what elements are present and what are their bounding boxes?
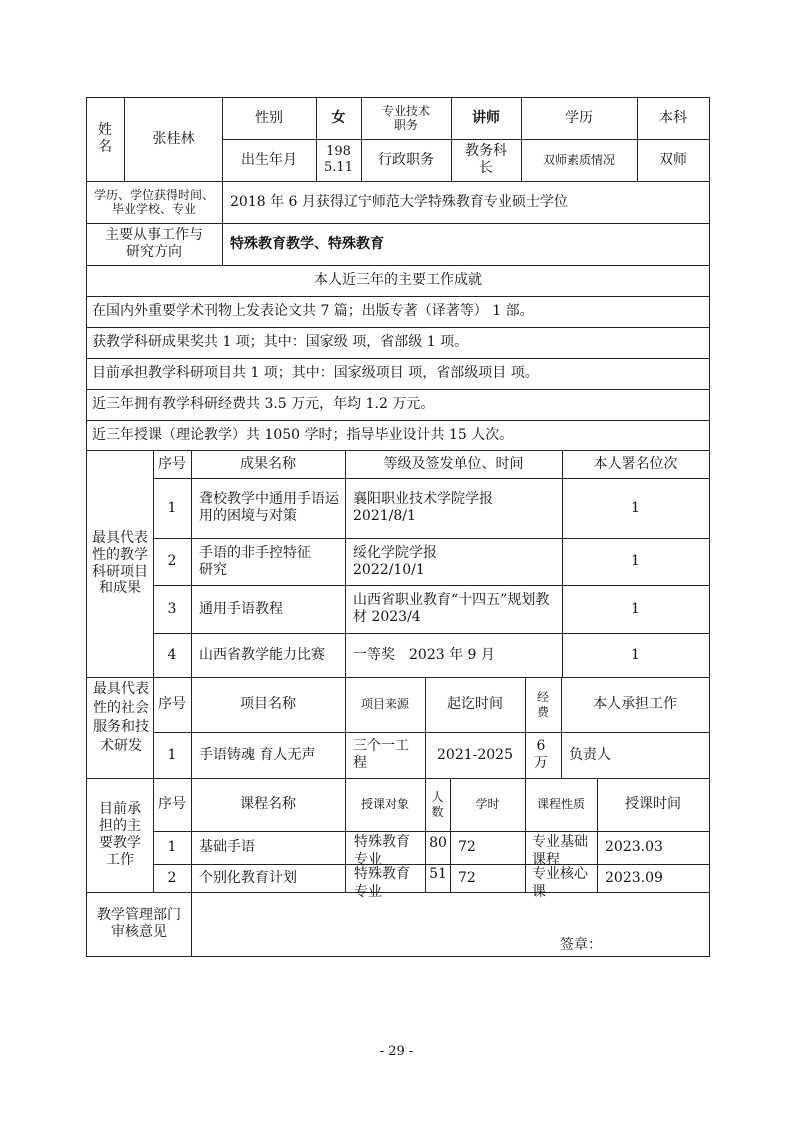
achievements-heading: 本人近三年的主要工作成就 xyxy=(314,272,482,289)
name-label: 姓名 xyxy=(98,122,112,155)
service-row-role: 负责人 xyxy=(569,746,611,763)
admin-label: 行政职务 xyxy=(378,151,434,168)
teaching-row-no: 1 xyxy=(167,839,177,856)
teaching-row-no: 2 xyxy=(167,869,177,886)
rep-header-name: 成果名称 xyxy=(240,455,296,472)
achievement-line: 近三年授课（理论教学）共 1050 学时；指导毕业设计共 15 人次。 xyxy=(92,426,514,443)
birth-value: 1985.11 xyxy=(324,144,353,175)
teaching-header-nature: 课程性质 xyxy=(536,797,585,812)
service-row-period: 2021-2025 xyxy=(437,746,513,763)
teaching-header-no: 序号 xyxy=(158,796,186,813)
rep-row-rank: 1 xyxy=(631,553,640,570)
gender-value: 女 xyxy=(331,109,346,126)
page-number: - 29 - xyxy=(379,1044,414,1059)
rep-row-no: 2 xyxy=(167,553,177,570)
rep-row-unit: 襄阳职业技术学院学报 2021/8/1 xyxy=(353,491,493,524)
rep-row-no: 1 xyxy=(167,499,177,516)
title-label: 专业技术职务 xyxy=(381,103,430,132)
achievement-line: 近三年拥有教学科研经费共 3.5 万元，年均 1.2 万元。 xyxy=(92,396,435,413)
dual-value: 双师 xyxy=(659,151,687,168)
service-header-no: 序号 xyxy=(158,696,186,713)
teaching-header-course: 课程名称 xyxy=(240,796,296,813)
rep-row-no: 4 xyxy=(167,646,177,663)
rep-row-rank: 1 xyxy=(631,499,640,516)
teaching-row-count: 51 xyxy=(429,866,447,882)
achievement-line: 获教学科研成果奖共 1 项；其中：国家级 项，省部级 1 项。 xyxy=(92,334,469,351)
review-label: 教学管理部门审核意见 xyxy=(97,907,181,940)
service-header-name: 项目名称 xyxy=(240,696,296,713)
degree-value: 2018 年 6 月获得辽宁师范大学特殊教育专业硕士学位 xyxy=(230,193,568,210)
service-header-source: 项目来源 xyxy=(360,697,409,712)
rep-header-unit: 等级及签发单位、时间 xyxy=(383,455,524,472)
rep-row-name: 聋校教学中通用手语运用的困境与对策 xyxy=(199,491,339,524)
teaching-header-time: 授课时间 xyxy=(625,796,681,813)
rep-row-no: 3 xyxy=(167,600,177,617)
teaching-label: 目前承担的主要教学工作 xyxy=(99,801,141,868)
teaching-row-nature: 专业基础课程 xyxy=(532,834,588,868)
teaching-row-hours: 72 xyxy=(458,839,476,856)
teaching-header-count: 人数 xyxy=(431,790,444,819)
teaching-row-time: 2023.03 xyxy=(605,839,663,856)
service-row-no: 1 xyxy=(167,746,177,763)
service-header-period: 起讫时间 xyxy=(447,696,503,713)
degree-label: 学历、学位获得时间、毕业学校、专业 xyxy=(93,187,214,216)
teaching-row-count: 80 xyxy=(429,835,447,851)
teaching-row-target: 特殊教育专业 xyxy=(354,834,410,868)
rep-row-name: 通用手语教程 xyxy=(199,600,283,617)
achievement-line: 在国内外重要学术刊物上发表论文共 7 篇；出版专著（译著等） 1 部。 xyxy=(92,303,534,320)
service-row-name: 手语铸魂 育人无声 xyxy=(199,746,316,763)
education-value: 本科 xyxy=(659,109,687,126)
research-value: 特殊教育教学、特殊教育 xyxy=(230,235,384,252)
gender-label: 性别 xyxy=(255,109,283,126)
rep-row-name: 山西省教学能力比赛 xyxy=(199,646,325,663)
representative-label: 最具代表性的教学科研项目和成果 xyxy=(92,529,148,597)
teaching-row-hours: 72 xyxy=(458,869,476,886)
teaching-header-target: 授课对象 xyxy=(360,797,409,812)
teaching-header-hours: 学时 xyxy=(475,797,500,812)
education-label: 学历 xyxy=(565,109,593,126)
name-value: 张桂林 xyxy=(152,130,195,147)
teaching-row-course: 个别化教育计划 xyxy=(199,869,297,886)
service-row-source: 三个一工程 xyxy=(353,738,409,771)
rep-header-no: 序号 xyxy=(158,455,186,472)
service-label: 最具代表性的社会服务和技术研发 xyxy=(93,681,149,754)
rep-row-rank: 1 xyxy=(631,600,640,617)
rep-row-unit: 绥化学院学报 2022/10/1 xyxy=(353,544,437,578)
teaching-row-course: 基础手语 xyxy=(199,839,255,856)
teaching-row-nature: 专业核心课 xyxy=(532,866,588,900)
rep-row-unit: 一等奖 2023 年 9 月 xyxy=(353,646,495,663)
achievement-line: 目前承担教学科研项目共 1 项；其中：国家级项目 项，省部级项目 项。 xyxy=(92,365,539,382)
dual-label: 双师素质情况 xyxy=(542,152,615,167)
teaching-row-time: 2023.09 xyxy=(605,869,663,886)
signature-label: 签章： xyxy=(560,937,602,953)
birth-label: 出生年月 xyxy=(241,151,297,168)
research-label: 主要从事工作与研究方向 xyxy=(105,227,203,260)
teaching-row-target: 特殊教育专业 xyxy=(354,866,410,900)
title-value: 讲师 xyxy=(472,109,500,126)
rep-header-rank: 本人署名位次 xyxy=(593,455,678,472)
rep-row-rank: 1 xyxy=(631,646,640,663)
service-header-role: 本人承担工作 xyxy=(593,696,677,713)
rep-row-unit: 山西省职业教育“十四五”规划教材 2023/4 xyxy=(353,592,550,625)
admin-value: 教务科长 xyxy=(465,143,507,176)
service-row-fund: 6万 xyxy=(534,738,548,771)
rep-row-name: 手语的非手控特征研究 xyxy=(199,544,311,578)
service-header-fund: 经费 xyxy=(536,690,549,719)
